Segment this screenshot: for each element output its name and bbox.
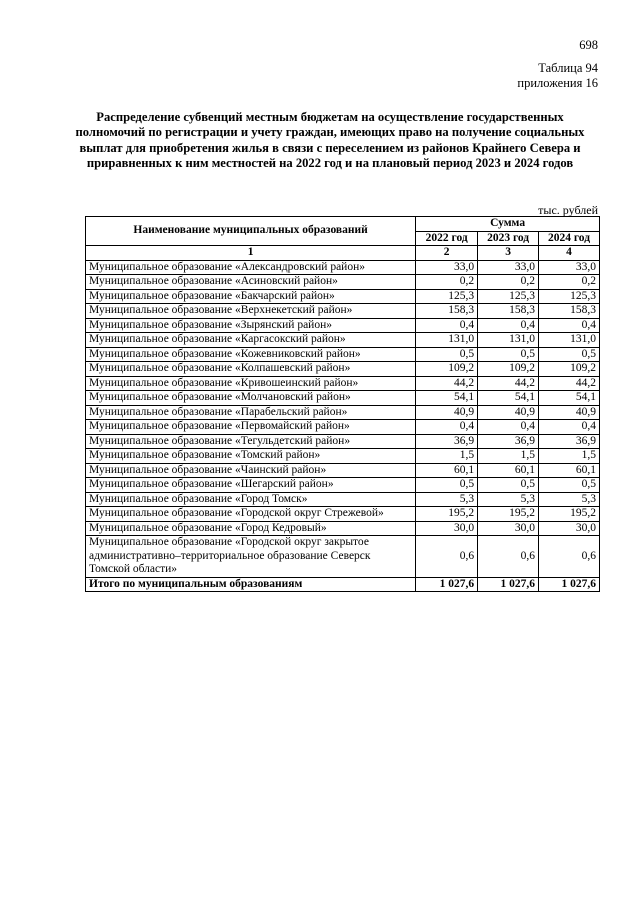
municipality-name: Муниципальное образование «Тегульдетский район»	[86, 434, 416, 449]
amount-cell: 0,5	[478, 478, 539, 493]
amount-cell: 60,1	[416, 463, 478, 478]
municipality-name: Муниципальное образование «Верхнекетский район»	[86, 304, 416, 319]
amount-cell: 5,3	[478, 492, 539, 507]
amount-cell: 60,1	[478, 463, 539, 478]
amount-cell: 30,0	[416, 521, 478, 536]
amount-cell: 158,3	[478, 304, 539, 319]
amount-cell: 54,1	[416, 391, 478, 406]
table-row	[86, 333, 600, 348]
municipality-name: Муниципальное образование «Парабельский район»	[86, 405, 416, 420]
column-header-year-2023: 2023 год	[478, 231, 539, 246]
amount-cell: 33,0	[478, 260, 539, 275]
amount-cell: 109,2	[416, 362, 478, 377]
amount-cell: 44,2	[478, 376, 539, 391]
total-row	[86, 577, 600, 592]
amount-cell: 0,4	[478, 420, 539, 435]
amount-cell: 36,9	[539, 434, 600, 449]
municipality-name: Муниципальное образование «Томский район»	[86, 449, 416, 464]
page-number: 698	[579, 38, 598, 52]
amount-cell: 0,2	[416, 275, 478, 290]
table-row	[86, 478, 600, 493]
annex-table-number: Таблица 94	[538, 61, 598, 75]
column-header-name: Наименование муниципальных образований	[86, 217, 416, 246]
municipality-name: Муниципальное образование «Асиновский район»	[86, 275, 416, 290]
amount-cell: 0,5	[416, 347, 478, 362]
amount-cell: 0,5	[539, 478, 600, 493]
table-row	[86, 260, 600, 275]
column-header-sum: Сумма	[416, 217, 600, 232]
amount-cell: 0,5	[539, 347, 600, 362]
amount-cell: 158,3	[539, 304, 600, 319]
amount-cell: 30,0	[539, 521, 600, 536]
municipality-name: Муниципальное образование «Кожевниковский район»	[86, 347, 416, 362]
annex-appendix: приложения 16	[517, 76, 598, 90]
municipality-name: Муниципальное образование «Городской округ Стрежевой»	[86, 507, 416, 522]
units-label: тыс. рублей	[538, 203, 598, 217]
amount-cell: 125,3	[539, 289, 600, 304]
amount-cell: 125,3	[416, 289, 478, 304]
table-row	[86, 449, 600, 464]
municipality-name: Муниципальное образование «Колпашевский район»	[86, 362, 416, 377]
amount-cell: 0,5	[416, 478, 478, 493]
column-header-year-2022: 2022 год	[416, 231, 478, 246]
amount-cell: 0,6	[539, 536, 600, 578]
amount-cell: 1,5	[478, 449, 539, 464]
municipality-name: Муниципальное образование «Город Томск»	[86, 492, 416, 507]
table-row	[86, 362, 600, 377]
amount-cell: 54,1	[478, 391, 539, 406]
amount-cell: 30,0	[478, 521, 539, 536]
amount-cell: 195,2	[478, 507, 539, 522]
amount-cell: 0,6	[416, 536, 478, 578]
municipality-name: Муниципальное образование «Первомайский район»	[86, 420, 416, 435]
amount-cell: 0,4	[416, 420, 478, 435]
amount-cell: 44,2	[416, 376, 478, 391]
amount-cell: 54,1	[539, 391, 600, 406]
amount-cell: 36,9	[478, 434, 539, 449]
amount-cell: 0,2	[478, 275, 539, 290]
column-index: 1	[86, 246, 416, 261]
amount-cell: 0,4	[539, 318, 600, 333]
table-row	[86, 405, 600, 420]
amount-cell: 0,6	[478, 536, 539, 578]
column-index: 4	[539, 246, 600, 261]
amount-cell: 33,0	[416, 260, 478, 275]
amount-cell: 0,4	[539, 420, 600, 435]
table-row	[86, 376, 600, 391]
amount-cell: 40,9	[478, 405, 539, 420]
subvention-table	[85, 216, 600, 592]
amount-cell: 40,9	[539, 405, 600, 420]
amount-cell: 131,0	[478, 333, 539, 348]
table-row	[86, 391, 600, 406]
table-row	[86, 420, 600, 435]
table-body	[86, 246, 600, 592]
table-row	[86, 536, 600, 578]
column-index: 2	[416, 246, 478, 261]
column-index-row	[86, 246, 600, 261]
amount-cell: 125,3	[478, 289, 539, 304]
amount-cell: 109,2	[478, 362, 539, 377]
amount-cell: 0,5	[478, 347, 539, 362]
table-row	[86, 521, 600, 536]
municipality-name: Муниципальное образование «Молчановский район»	[86, 391, 416, 406]
table-row	[86, 434, 600, 449]
amount-cell: 195,2	[416, 507, 478, 522]
table-row	[86, 463, 600, 478]
total-amount-cell: 1 027,6	[416, 577, 478, 592]
table-row	[86, 289, 600, 304]
amount-cell: 0,4	[478, 318, 539, 333]
total-amount-cell: 1 027,6	[539, 577, 600, 592]
amount-cell: 5,3	[416, 492, 478, 507]
annex-reference	[517, 61, 598, 91]
amount-cell: 1,5	[539, 449, 600, 464]
table-row	[86, 347, 600, 362]
document-title: Распределение субвенций местным бюджетам на осуществление государственных полномочий по регистрации и учету граждан, имеющих право на получение социальных выплат для приобретения жилья в связи с переселением из районов Крайнего Севера и приравненных к ним местностей на 2022 год и на плановый период 2023 и 2024 годов	[75, 110, 585, 171]
table-row	[86, 318, 600, 333]
amount-cell: 131,0	[416, 333, 478, 348]
municipality-name: Муниципальное образование «Городской округ закрытое административно–территориальное образование Северск Томской области»	[86, 536, 416, 578]
amount-cell: 131,0	[539, 333, 600, 348]
municipality-name: Муниципальное образование «Зырянский район»	[86, 318, 416, 333]
amount-cell: 44,2	[539, 376, 600, 391]
municipality-name: Муниципальное образование «Кривошеинский район»	[86, 376, 416, 391]
column-header-year-2024: 2024 год	[539, 231, 600, 246]
table-row	[86, 492, 600, 507]
amount-cell: 195,2	[539, 507, 600, 522]
amount-cell: 33,0	[539, 260, 600, 275]
amount-cell: 40,9	[416, 405, 478, 420]
amount-cell: 0,2	[539, 275, 600, 290]
total-label: Итого по муниципальным образованиям	[86, 577, 416, 592]
amount-cell: 158,3	[416, 304, 478, 319]
total-amount-cell: 1 027,6	[478, 577, 539, 592]
table-row	[86, 507, 600, 522]
amount-cell: 60,1	[539, 463, 600, 478]
amount-cell: 0,4	[416, 318, 478, 333]
municipality-name: Муниципальное образование «Бакчарский район»	[86, 289, 416, 304]
amount-cell: 109,2	[539, 362, 600, 377]
amount-cell: 5,3	[539, 492, 600, 507]
column-index: 3	[478, 246, 539, 261]
table-row	[86, 304, 600, 319]
municipality-name: Муниципальное образование «Александровский район»	[86, 260, 416, 275]
municipality-name: Муниципальное образование «Шегарский район»	[86, 478, 416, 493]
amount-cell: 1,5	[416, 449, 478, 464]
amount-cell: 36,9	[416, 434, 478, 449]
municipality-name: Муниципальное образование «Каргасокский район»	[86, 333, 416, 348]
table-header	[86, 217, 600, 246]
municipality-name: Муниципальное образование «Город Кедровый»	[86, 521, 416, 536]
table-row	[86, 275, 600, 290]
municipality-name: Муниципальное образование «Чаинский район»	[86, 463, 416, 478]
